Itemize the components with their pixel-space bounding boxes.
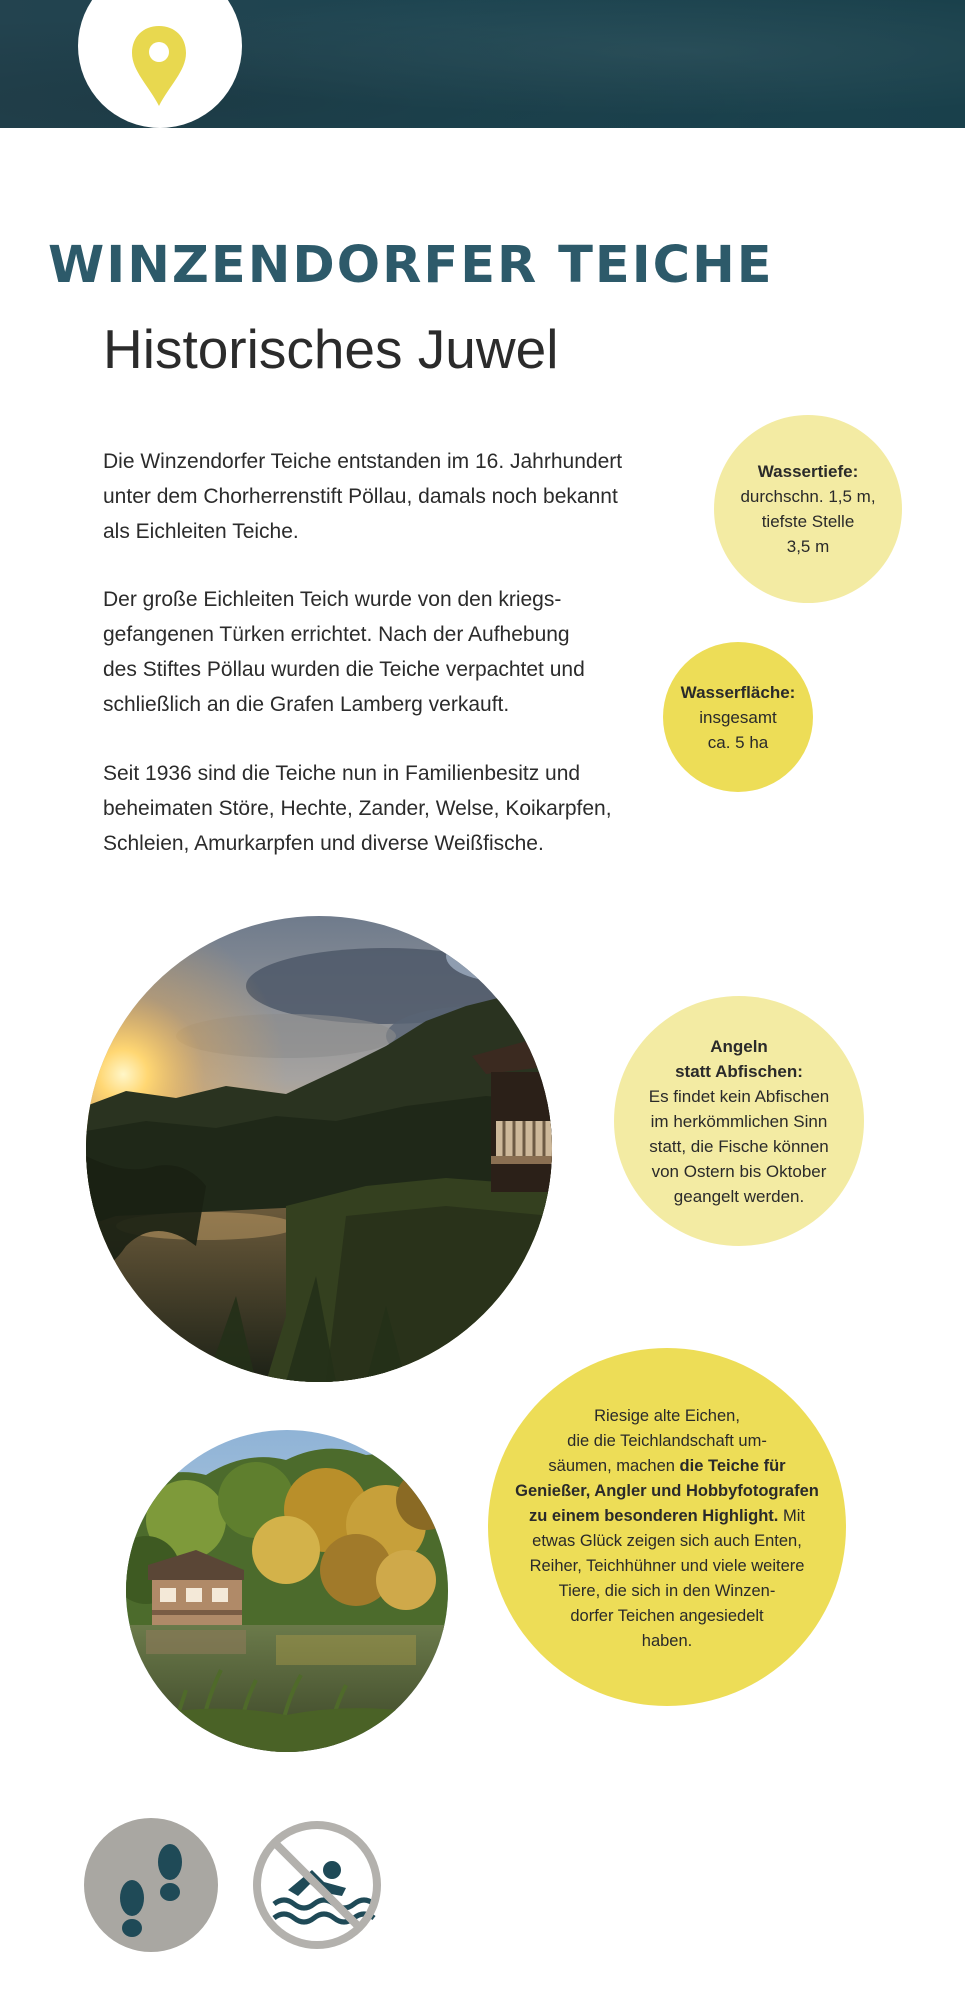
oak-trees-line: dorfer Teichen angesiedelt <box>570 1607 764 1625</box>
oak-trees-text: säumen, machen <box>548 1457 680 1475</box>
water-depth-line: tiefste Stelle <box>761 512 855 531</box>
paragraph-line: beheimaten Störe, Hechte, Zander, Welse, Koikarpfen, <box>103 797 612 820</box>
history-paragraph-2 <box>103 582 663 722</box>
footprints-icon <box>84 1818 218 1952</box>
oak-trees-highlight: zu einem besonderen Highlight. <box>529 1507 779 1525</box>
angling-line: im herkömmlichen Sinn <box>650 1111 828 1131</box>
oak-trees-line: etwas Glück zeigen sich auch Enten, <box>532 1532 802 1550</box>
paragraph-line: unter dem Chorherrenstift Pöllau, damals noch bekannt <box>103 485 618 508</box>
lake-house-photo <box>126 1430 448 1752</box>
oak-trees-line <box>548 1454 785 1479</box>
oak-trees-line: Tiere, die sich in den Winzen- <box>558 1582 776 1600</box>
paragraph-line: Die Winzendorfer Teiche entstanden im 16. Jahrhundert <box>103 450 623 473</box>
angling-line: von Ostern bis Oktober <box>651 1161 827 1181</box>
water-area-line: insgesamt <box>699 707 777 727</box>
page-subtitle: Historisches Juwel <box>103 318 559 380</box>
angling-line: Es findet kein Abfischen <box>648 1086 830 1106</box>
oak-trees-text: Mit <box>778 1507 805 1525</box>
oak-trees-bubble <box>488 1348 846 1706</box>
angling-line: geangelt werden. <box>673 1186 805 1206</box>
paragraph-line: schließlich an die Grafen Lamberg verkauft. <box>103 693 510 716</box>
sunset-pond-photo <box>86 916 552 1382</box>
history-paragraph-3 <box>103 756 663 861</box>
location-pin-icon <box>130 24 188 108</box>
no-swimming-icon <box>250 1818 384 1952</box>
oak-trees-highlight: Genießer, Angler und Hobbyfotografen <box>515 1482 819 1500</box>
angling-bubble <box>614 996 864 1246</box>
paragraph-line: Schleien, Amurkarpfen und diverse Weißfische. <box>103 832 544 855</box>
oak-trees-line: Riesige alte Eichen, <box>594 1407 740 1425</box>
oak-trees-line <box>529 1504 805 1529</box>
water-depth-line: durchschn. 1,5 m, <box>740 487 876 506</box>
paragraph-line: als Eichleiten Teiche. <box>103 520 299 543</box>
oak-trees-line: haben. <box>641 1632 693 1650</box>
water-area-heading: Wasserfläche: <box>680 682 796 702</box>
angling-heading: statt Abfischen: <box>675 1061 803 1081</box>
angling-line: statt, die Fische können <box>649 1136 829 1156</box>
oak-trees-line: die die Teichlandschaft um- <box>567 1432 767 1450</box>
history-paragraph-1 <box>103 444 663 549</box>
page-title: WINZENDORFER TEICHE <box>48 236 774 295</box>
paragraph-line: Seit 1936 sind die Teiche nun in Familienbesitz und <box>103 762 581 785</box>
water-depth-line: 3,5 m <box>786 537 830 556</box>
paragraph-line: des Stiftes Pöllau wurden die Teiche verpachtet und <box>103 658 585 681</box>
water-area-bubble <box>663 642 813 792</box>
water-depth-bubble <box>714 415 902 603</box>
paragraph-line: gefangenen Türken errichtet. Nach der Aufhebung <box>103 623 570 646</box>
water-depth-heading: Wassertiefe: <box>757 462 859 481</box>
paragraph-line: Der große Eichleiten Teich wurde von den kriegs- <box>103 588 562 611</box>
oak-trees-highlight: die Teiche für <box>679 1457 786 1475</box>
oak-trees-line: Reiher, Teichhühner und viele weitere <box>529 1557 805 1575</box>
angling-heading: Angeln <box>710 1036 768 1056</box>
water-area-line: ca. 5 ha <box>707 732 769 752</box>
